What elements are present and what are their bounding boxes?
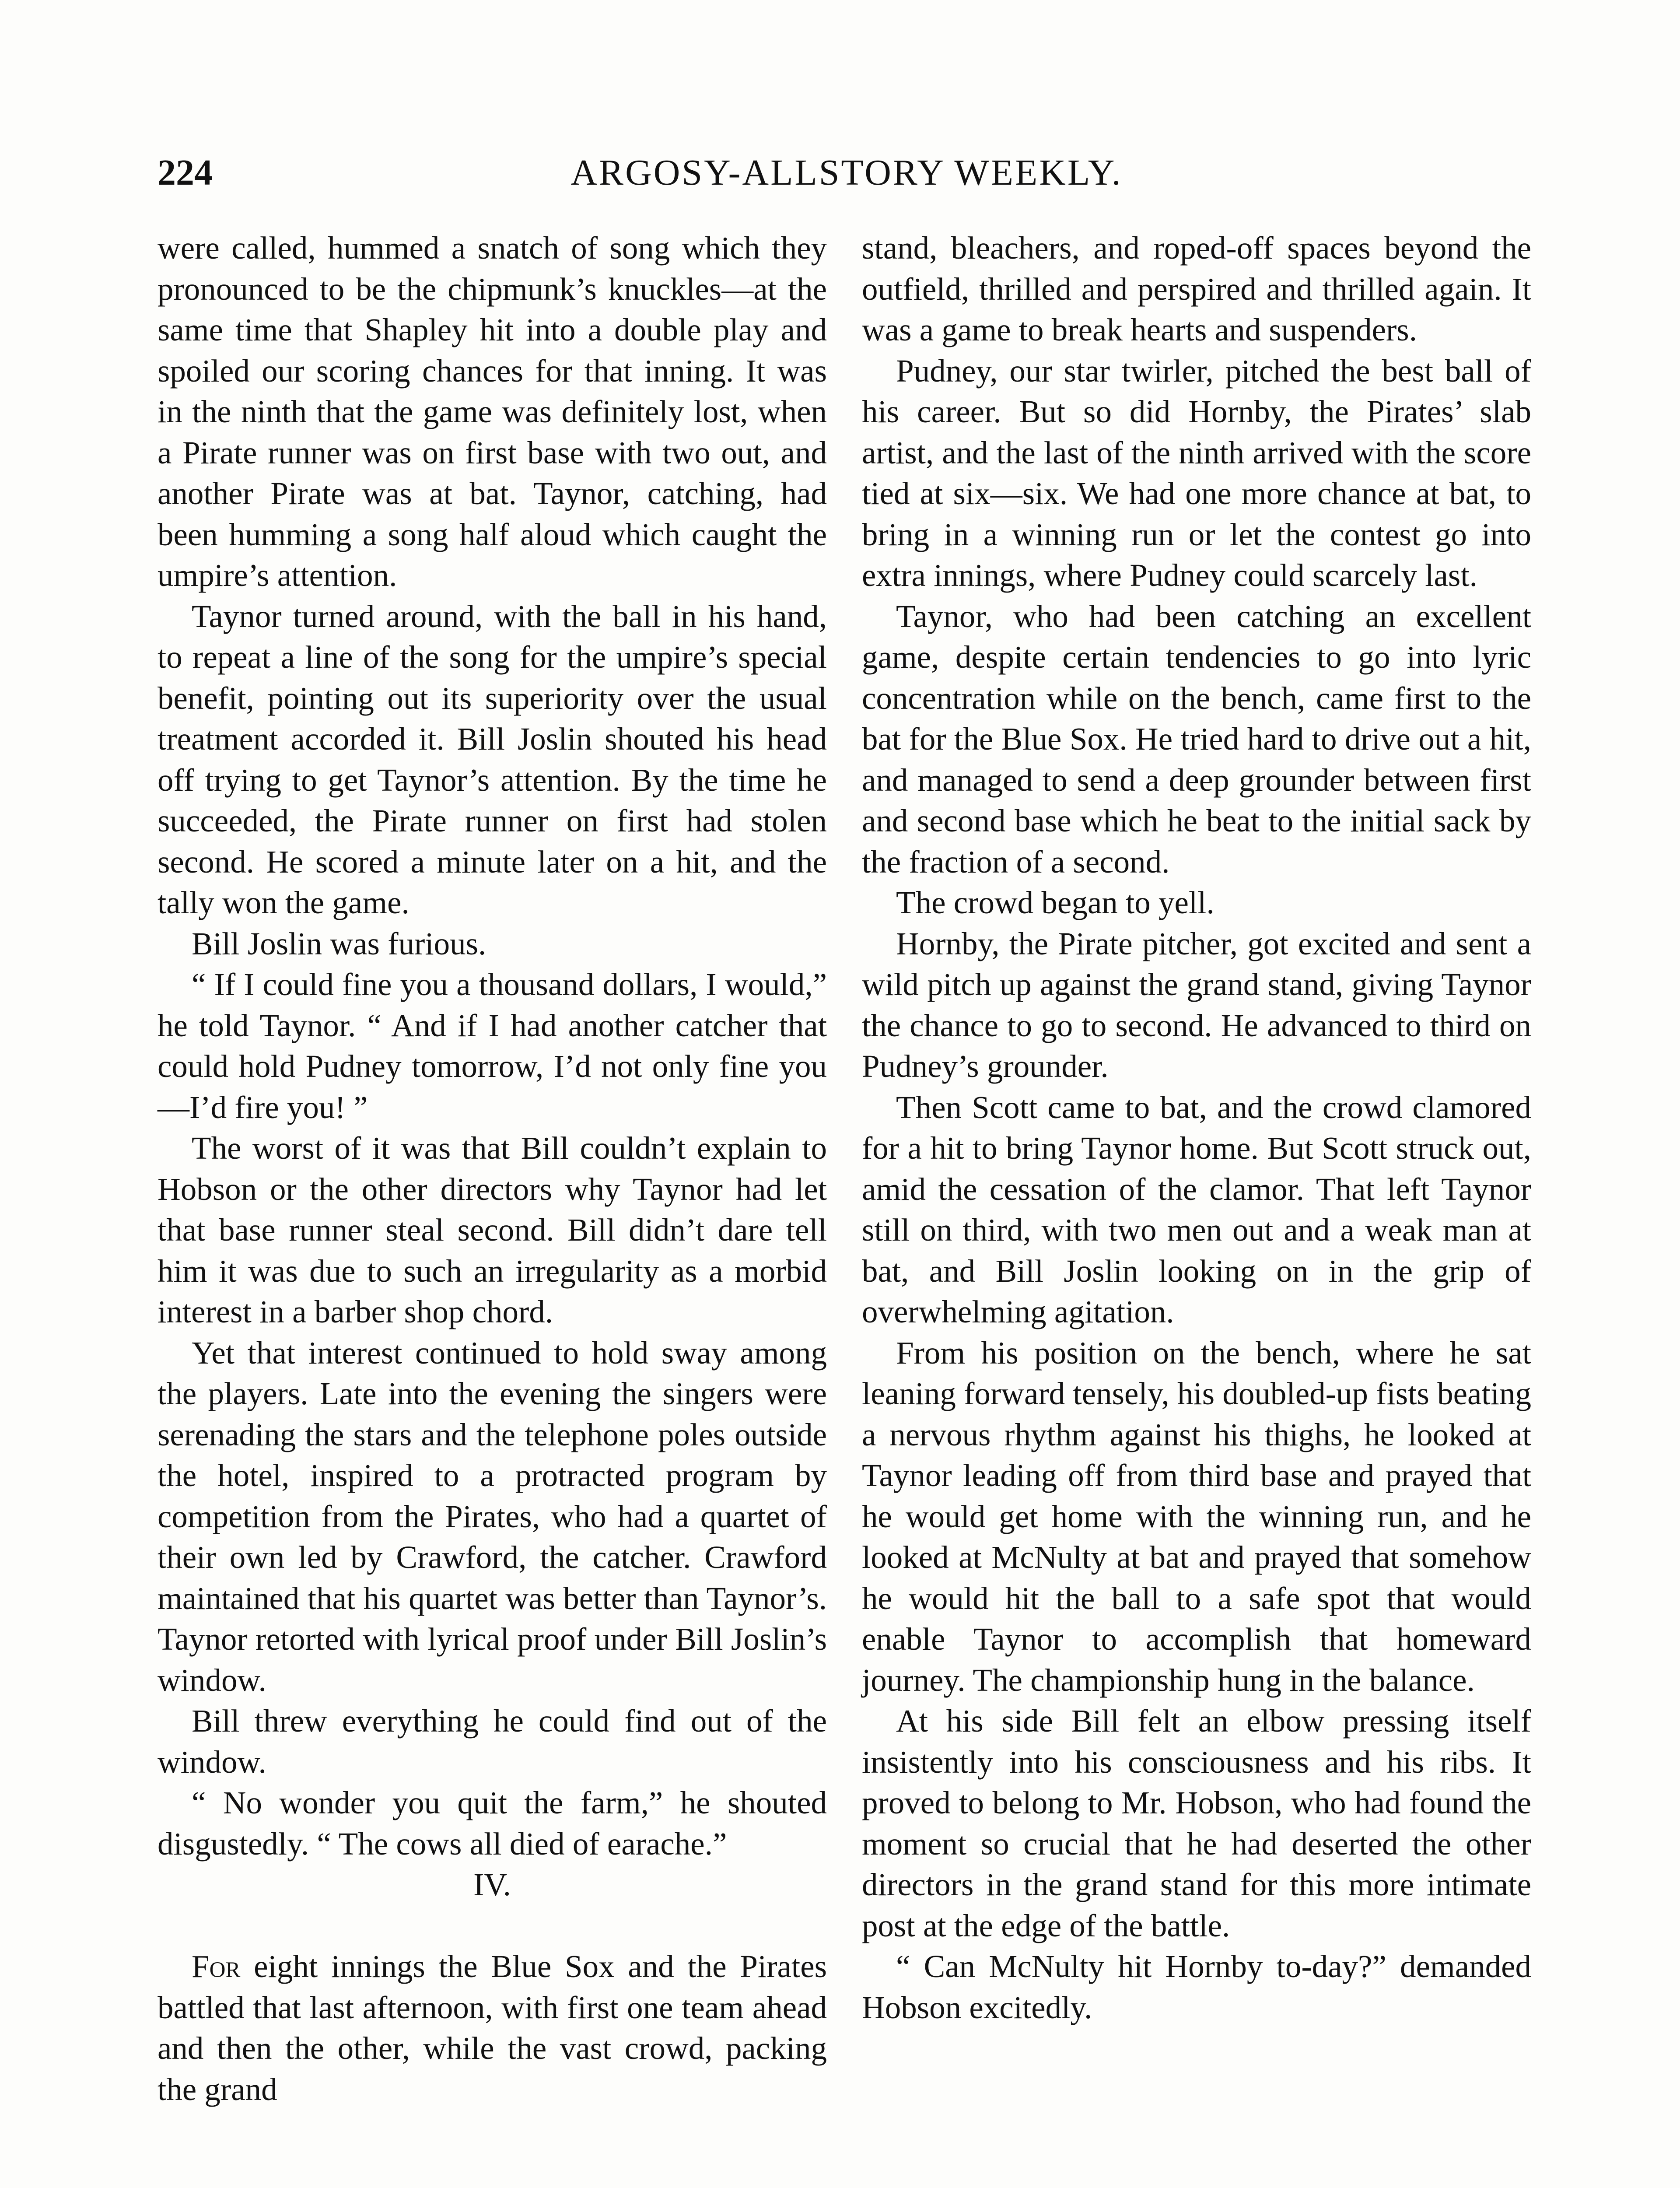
paragraph: At his side Bill felt an elbow pressing itself insistently into his consciousness and his ribs. It proved to belong to Mr. Hobson, who had found the moment so crucial that he had deserted the other directors in the grand stand for this more intimate post at the edge of the battle. bbox=[862, 1703, 1531, 1943]
lead-word: For bbox=[192, 1949, 241, 1984]
right-column bbox=[862, 228, 1531, 2028]
section-numeral: IV. bbox=[473, 1867, 511, 1902]
paragraph: Yet that interest continued to hold sway among the players. Late into the evening the singers were serenading the stars and the telephone poles outside the hotel, inspired to a protracted program by competition from the Pirates, who had a quartet of their own led by Crawford, the catcher. Crawford maintained that his quartet was better than Taynor’s. Taynor retorted with lyrical proof under Bill Joslin’s window. bbox=[158, 1335, 827, 1698]
paragraph: Bill Joslin was furious. bbox=[192, 926, 486, 961]
paragraph-text: eight innings the Blue Sox and the Pirates battled that last afternoon, with first one team ahead and then the other, while the vast crowd, packing the grand bbox=[158, 1949, 827, 2107]
paragraph: The crowd began to yell. bbox=[896, 885, 1214, 920]
paragraph: Pudney, our star twirler, pitched the best ball of his career. But so did Hornby, the Pirates’ slab artist, and the last of the ninth arrived with the score tied at six—six. We had one more chance at bat, to bring in a winning run or let the contest go into extra innings, where Pudney could scarcely last. bbox=[862, 353, 1531, 593]
paragraph: were called, hummed a snatch of song which they pronounced to be the chipmunk’s knuckles—at the same time that Shapley hit into a double play and spoiled our scoring chances for that inning. It was in the ninth that the game was definitely lost, when a Pirate runner was on first base with two out, and another Pirate was at bat. Taynor, catching, had been humming a song half aloud which caught the umpire’s attention. bbox=[158, 230, 827, 593]
paragraph-section-start bbox=[158, 1946, 827, 2110]
paragraph: stand, bleachers, and roped-off spaces beyond the outfield, thrilled and perspired and thrilled again. It was a game to break hearts and suspenders. bbox=[862, 230, 1531, 347]
running-head bbox=[158, 147, 1536, 199]
magazine-title: ARGOSY-ALLSTORY WEEKLY. bbox=[570, 152, 1123, 193]
paragraph: “ No wonder you quit the farm,” he shouted disgustedly. “ The cows all died of earache.” bbox=[158, 1785, 827, 1862]
paragraph: From his position on the bench, where he sat leaning forward tensely, his doubled-up fists beating a nervous rhythm against his thighs, he looked at Taynor leading off from third base and prayed that he would get home with the winning run, and he looked at McNulty at bat and prayed that somehow he would hit the ball to a safe spot that would enable Taynor to accomplish that homeward journey. The championship hung in the balance. bbox=[862, 1335, 1531, 1698]
page-number: 224 bbox=[158, 152, 213, 193]
paragraph: Hornby, the Pirate pitcher, got excited and sent a wild pitch up against the grand stand, giving Taynor the chance to go to second. He advanced to third on Pudney’s grounder. bbox=[862, 926, 1531, 1084]
paragraph: Taynor, who had been catching an excellent game, despite certain tendencies to go into lyric concentration while on the bench, came first to the bat for the Blue Sox. He tried hard to drive out a hit, and managed to send a deep grounder between first and second base which he beat to the initial sack by the fraction of a second. bbox=[862, 598, 1531, 880]
left-column bbox=[158, 228, 827, 2110]
paragraph: Taynor turned around, with the ball in his hand, to repeat a line of the song for the umpire’s special benefit, pointing out its superiority over the usual treatment accorded it. Bill Joslin shouted his head off trying to get Taynor’s attention. By the time he succeeded, the Pirate runner on first had stolen second. He scored a minute later on a hit, and the tally won the game. bbox=[158, 598, 827, 920]
paragraph: The worst of it was that Bill couldn’t explain to Hobson or the other directors why Taynor had let that base runner steal second. Bill didn’t dare tell him it was due to such an irregularity as a morbid interest in a barber shop chord. bbox=[158, 1130, 827, 1329]
paragraph: “ If I could fine you a thousand dollars, I would,” he told Taynor. “ And if I had another catcher that could hold Pudney tomorrow, I’d not only fine you—I’d fire you! ” bbox=[158, 967, 827, 1125]
paragraph: Then Scott came to bat, and the crowd clamored for a hit to bring Taynor home. But Scott struck out, amid the cessation of the clamor. That left Taynor still on third, with two men out and a weak man at bat, and Bill Joslin looking on in the grip of overwhelming agitation. bbox=[862, 1089, 1531, 1329]
paragraph: Bill threw everything he could find out of the window. bbox=[158, 1703, 827, 1780]
paragraph: “ Can McNulty hit Hornby to-day?” demanded Hobson excitedly. bbox=[862, 1949, 1531, 2025]
